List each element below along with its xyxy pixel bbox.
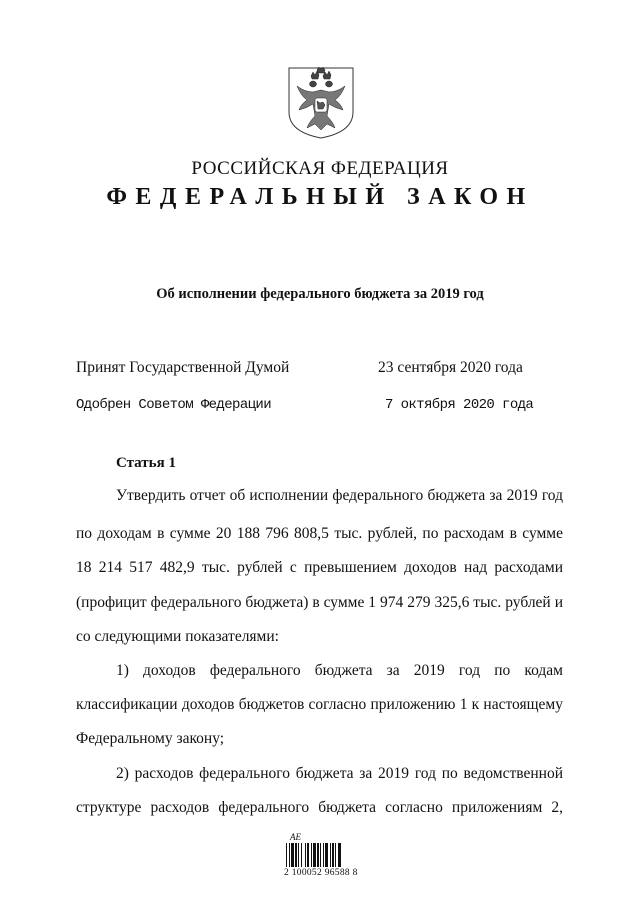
- article-text-line: (профицит федерального бюджета) в сумме 1 974 279 325,6 тыс. рублей и: [76, 594, 563, 611]
- law-title: Об исполнении федерального бюджета за 2019 год: [156, 286, 484, 302]
- approved-label: Одобрен Советом Федерации: [76, 397, 272, 413]
- article-text-line: 2) расходов федерального бюджета за 2019 год по ведомственной: [116, 765, 563, 782]
- initials-mark: АЕ: [290, 832, 301, 842]
- approved-date: 7 октября 2020 года: [385, 397, 534, 413]
- article-text-line: со следующими показателями:: [76, 628, 279, 645]
- article-heading: Статья 1: [116, 455, 176, 471]
- barcode-icon: [286, 843, 358, 867]
- article-text-line: структуре расходов федерального бюджета согласно приложениям 2,: [76, 799, 563, 816]
- article-text-line: Федеральному закону;: [76, 730, 225, 747]
- country-name: РОССИЙСКАЯ ФЕДЕРАЦИЯ: [191, 158, 449, 179]
- adopted-label: Принят Государственной Думой: [76, 359, 290, 376]
- article-text-line: классификации доходов бюджетов согласно приложению 1 к настоящему: [76, 696, 563, 713]
- article-text-line: 18 214 517 482,9 тыс. рублей с превышением доходов над расходами: [76, 559, 563, 576]
- adopted-date: 23 сентября 2020 года: [378, 359, 523, 376]
- coat-of-arms-icon: [287, 66, 355, 140]
- article-text-line: Утвердить отчет об исполнении федерального бюджета за 2019 год: [116, 487, 563, 504]
- article-text-line: по доходам в сумме 20 188 796 808,5 тыс. рублей, по расходам в сумме: [76, 525, 563, 542]
- document-type: ФЕДЕРАЛЬНЫЙ ЗАКОН: [106, 184, 534, 210]
- barcode-number: 2 100052 96588 8: [284, 868, 358, 878]
- article-text-line: 1) доходов федерального бюджета за 2019 год по кодам: [116, 662, 563, 679]
